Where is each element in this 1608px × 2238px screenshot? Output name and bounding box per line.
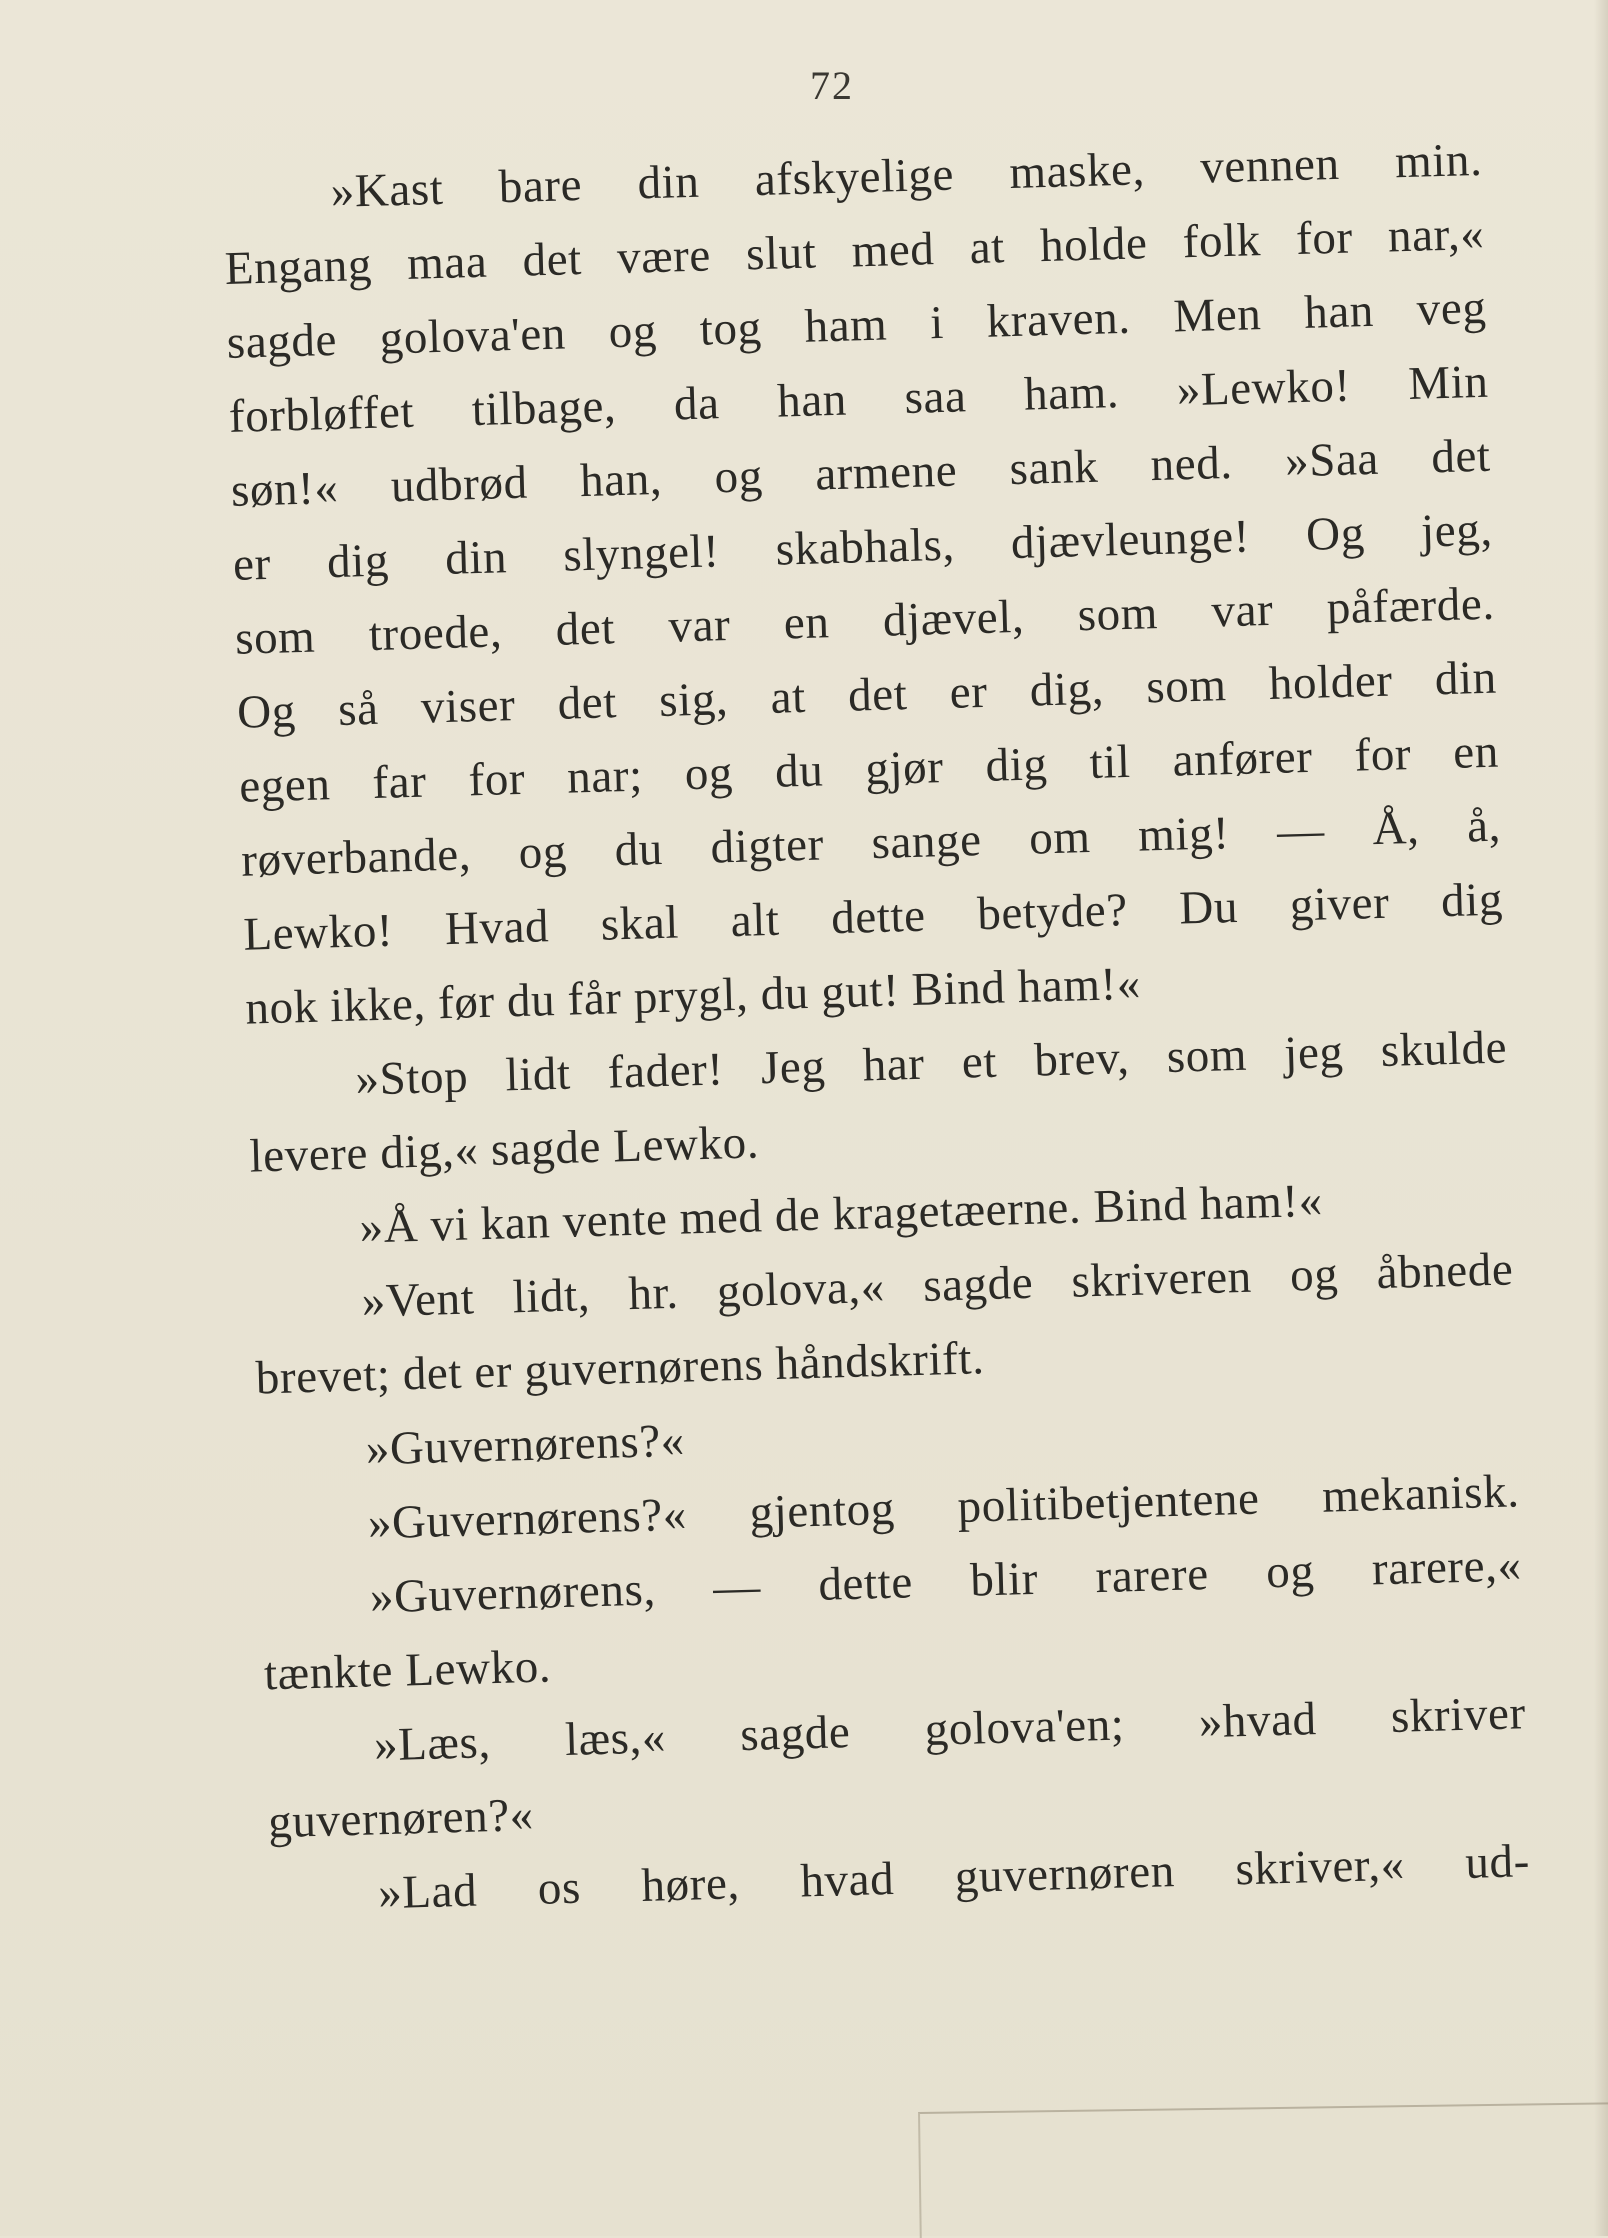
page-edge-shadow [1594, 0, 1608, 2236]
text-line: »Læs, læs,« sagde golova'en; »hvad skriver [373, 1687, 1527, 1772]
plate-impression [918, 2102, 1608, 2238]
text-line: som troede, det var en djævel, som var påfærde. [234, 577, 1496, 665]
text-line: »Å vi kan vente med de kragetæerne. Bind ham!« [358, 1174, 1324, 1254]
text-line: røverbande, og du digter sange om mig! — Å, å, [240, 799, 1502, 887]
text-line: »Vent lidt, hr. golova,« sagde skriveren og åbnede [360, 1243, 1514, 1328]
text-line: brevet; det er guvernørens håndskrift. [255, 1332, 986, 1405]
text-line: levere dig,« sagde Lewko. [248, 1116, 760, 1183]
text-line: Lewko! Hvad skal alt dette betyde? Du giver dig [242, 873, 1504, 961]
text-line: »Stop lidt fader! Jeg har et brev, som jeg skulde [354, 1021, 1508, 1106]
text-line: forbløffet tilbage, da han saa ham. »Lewko! Min [228, 355, 1490, 443]
text-line: guvernøren?« [267, 1788, 535, 1849]
text-line: »Guvernørens?« gjentog politibetjentene mekanisk. [367, 1465, 1521, 1550]
text-line: søn!« udbrød han, og armene sank ned. »Saa det [230, 429, 1492, 517]
text-line: sagde golova'en og tog ham i kraven. Men han veg [226, 281, 1488, 369]
text-line: »Kast bare din afskyelige maske, vennen min. [329, 133, 1483, 218]
text-line: tænkte Lewko. [263, 1640, 552, 1701]
text-line: Og så viser det sig, at det er dig, som holder din [236, 651, 1498, 739]
body-text [222, 132, 1531, 1920]
text-line: egen far for nar; og du gjør dig til anfører for en [238, 725, 1500, 813]
text-line: »Lad os høre, hvad guvernøren skriver,« ud- [377, 1835, 1531, 1920]
text-line: Engang maa det være slut med at holde folk for nar,« [224, 207, 1486, 295]
text-line: er dig din slyngel! skabhals, djævleunge! Og jeg, [232, 503, 1494, 591]
text-line: »Guvernørens?« [365, 1414, 686, 1476]
text-line: nok ikke, før du får prygl, du gut! Bind ham!« [244, 957, 1142, 1035]
text-line: »Guvernørens, — dette blir rarere og rarere,« [369, 1539, 1523, 1624]
page-number: 72 [810, 63, 854, 108]
